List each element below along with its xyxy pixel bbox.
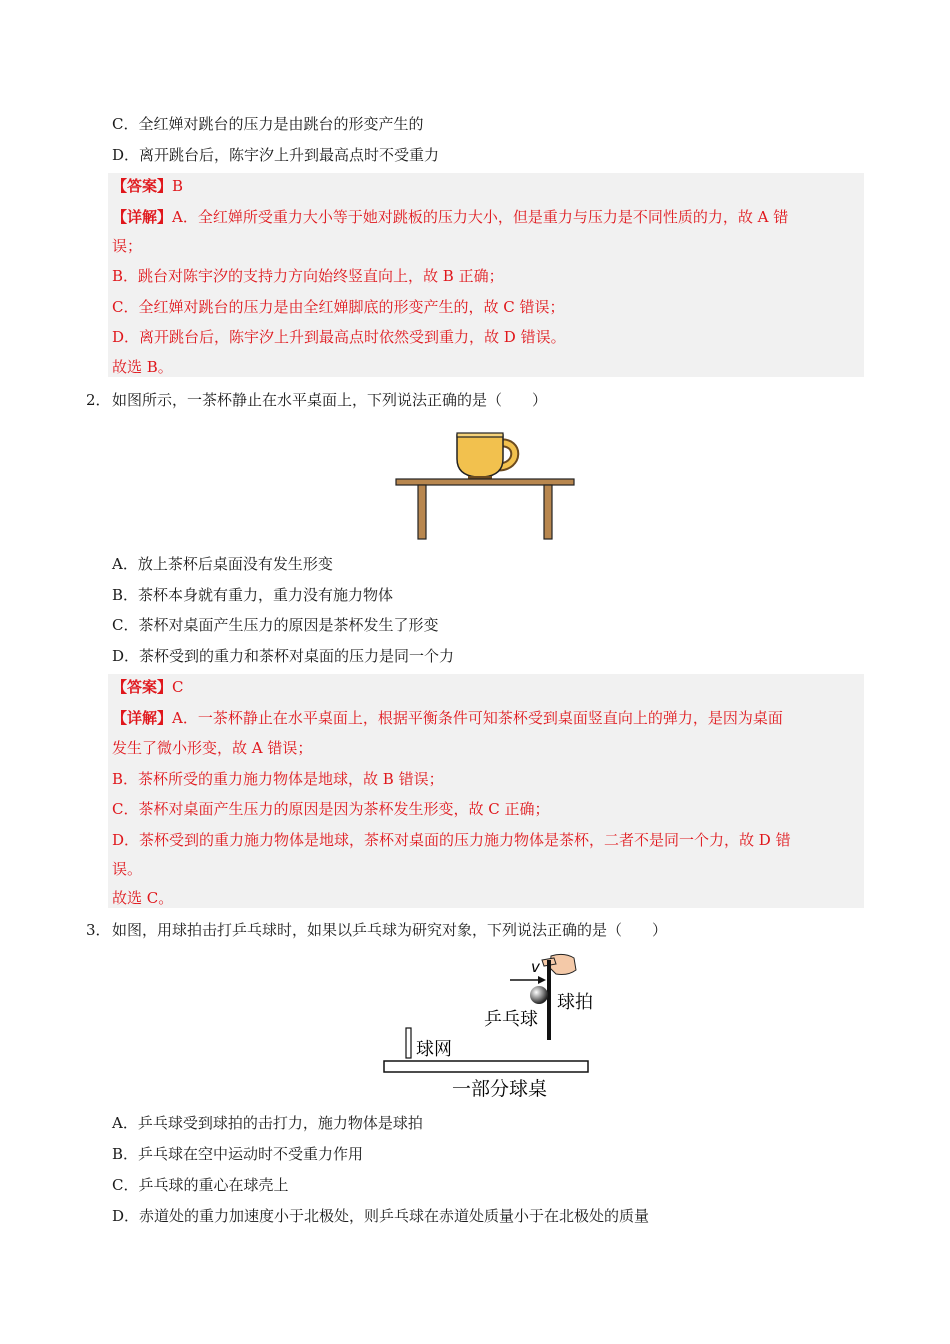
q2-figure-cup-on-table: [380, 425, 590, 545]
q2-conclusion: 故选 C。: [112, 889, 174, 907]
paddle-label: 球拍: [557, 992, 593, 1013]
q1-detail-a-cont: 误；: [112, 237, 143, 255]
q1-detail-d: D．离开跳台后，陈宇汐上升到最高点时依然受到重力，故 D 错误。: [112, 328, 566, 346]
table-label: 一部分球桌: [452, 1078, 548, 1100]
velocity-label: v: [531, 958, 540, 976]
ball-label: 乒乓球: [484, 1009, 538, 1030]
q3-figure-pingpong: [380, 950, 610, 1105]
q2-option-a: A．放上茶杯后桌面没有发生形变: [112, 555, 333, 573]
q3-option-d: D．赤道处的重力加速度小于北极处，则乒乓球在赤道处质量小于在北极处的质量: [112, 1207, 650, 1225]
net-icon: [406, 1028, 411, 1058]
table-top: [396, 479, 574, 485]
q2-detail-a-cont: 发生了微小形变，故 A 错误；: [112, 739, 313, 757]
q2-detail-b: B．茶杯所受的重力施力物体是地球，故 B 错误；: [112, 770, 444, 788]
q3-stem: 如图，用球拍击打乒乓球时，如果以乒乓球为研究对象，下列说法正确的是（ ）: [112, 921, 668, 939]
q1-detail-a: 【详解】A．全红婵所受重力大小等于她对跳板的压力大小，但是重力与压力是不同性质的力，故 A 错: [112, 208, 789, 226]
cup-rim: [457, 433, 503, 437]
q3-option-b: B．乒乓球在空中运动时不受重力作用: [112, 1145, 364, 1163]
teacup-icon: [457, 435, 503, 477]
arrowhead-icon: [538, 976, 546, 984]
paddle-icon: [547, 960, 551, 1040]
q1-detail-c: C．全红婵对跳台的压力是由全红婵脚底的形变产生的，故 C 错误；: [112, 298, 565, 316]
q1-conclusion: 故选 B。: [112, 358, 173, 376]
q2-option-c: C．茶杯对桌面产生压力的原因是茶杯发生了形变: [112, 616, 439, 634]
q1-answer: 【答案】B: [112, 177, 184, 195]
q2-answer: 【答案】C: [112, 678, 184, 696]
q1-option-d: D．离开跳台后，陈宇汐上升到最高点时不受重力: [112, 146, 440, 164]
pingpong-ball-icon: [530, 986, 548, 1004]
q2-stem: 如图所示，一茶杯静止在水平桌面上，下列说法正确的是（ ）: [112, 391, 548, 409]
net-label: 球网: [416, 1039, 452, 1060]
q2-option-b: B．茶杯本身就有重力，重力没有施力物体: [112, 586, 394, 604]
q3-option-c: C．乒乓球的重心在球壳上: [112, 1176, 289, 1194]
q2-option-d: D．茶杯受到的重力和茶杯对桌面的压力是同一个力: [112, 647, 455, 665]
q2-detail-a: 【详解】A．一茶杯静止在水平桌面上，根据平衡条件可知茶杯受到桌面竖直向上的弹力，是因为桌面: [112, 709, 783, 727]
q3-option-a: A．乒乓球受到球拍的击打力，施力物体是球拍: [112, 1114, 423, 1132]
q2-detail-d-cont: 误。: [112, 860, 143, 878]
q2-detail-d: D．茶杯受到的重力施力物体是地球，茶杯对桌面的压力施力物体是茶杯，二者不是同一个力，故 D 错: [112, 831, 791, 849]
q2-number: 2．: [86, 391, 111, 409]
table-leg-right: [544, 485, 552, 539]
table-section-icon: [384, 1061, 588, 1072]
table-leg-left: [418, 485, 426, 539]
q3-number: 3．: [86, 921, 111, 939]
q1-option-c: C．全红婵对跳台的压力是由跳台的形变产生的: [112, 115, 424, 133]
q1-detail-b: B．跳台对陈宇汐的支持力方向始终竖直向上，故 B 正确；: [112, 267, 504, 285]
q2-detail-c: C．茶杯对桌面产生压力的原因是因为茶杯发生形变，故 C 正确；: [112, 800, 550, 818]
